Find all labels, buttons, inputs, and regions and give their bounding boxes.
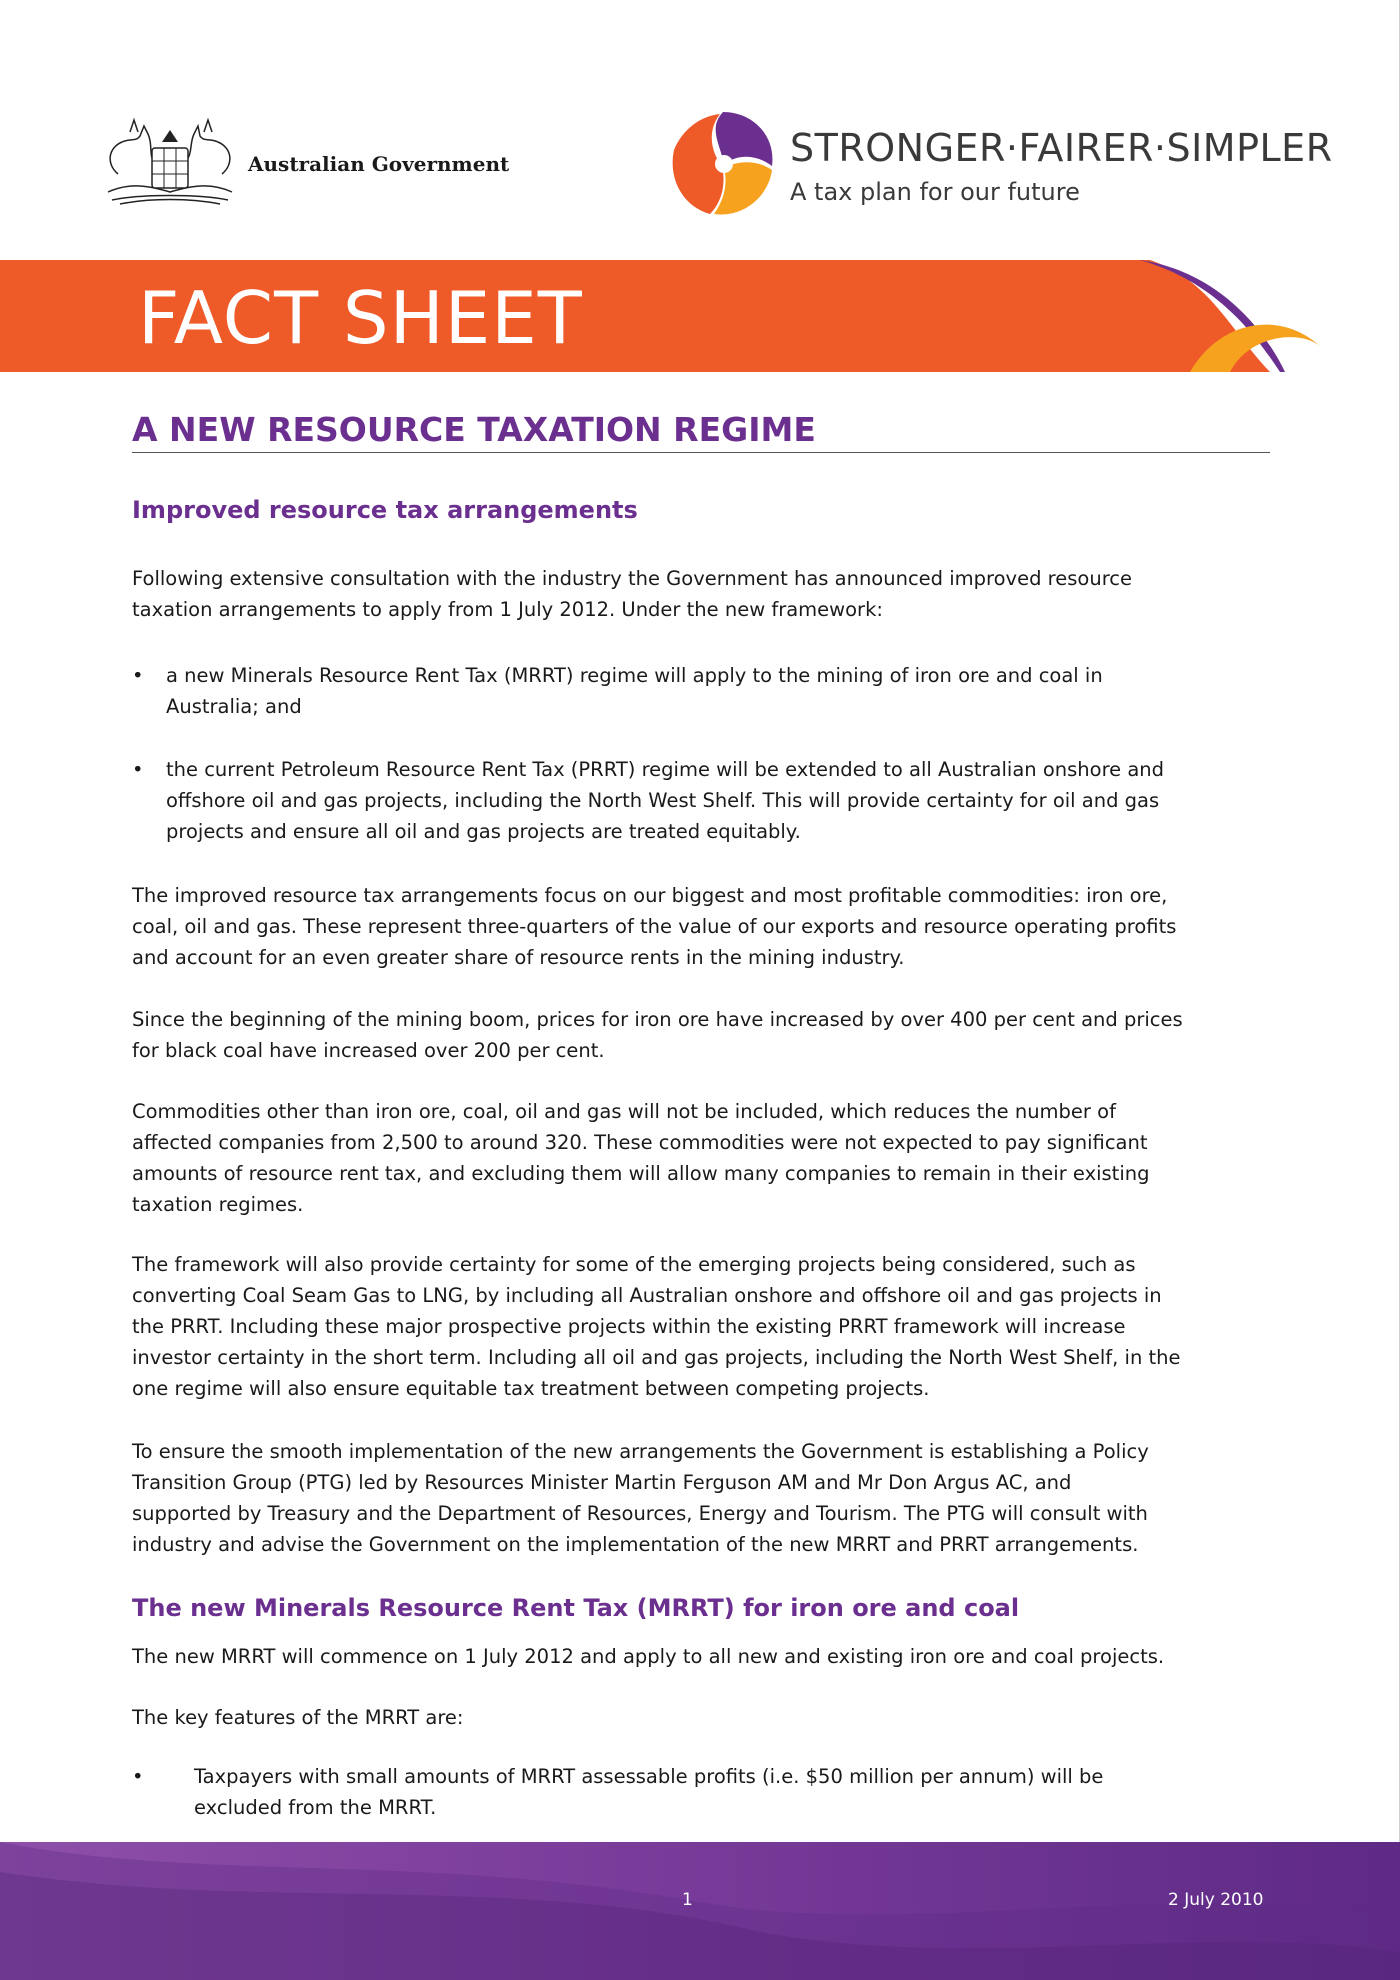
text-line: offshore oil and gas projects, including the North West Shelf. This will provide certainty for oil and gas xyxy=(166,789,1160,812)
footer-wave-decoration xyxy=(0,1842,1400,1980)
banner-title: FACT SHEET xyxy=(138,276,583,360)
text-line: Taxpayers with small amounts of MRRT assessable profits (i.e. $50 million per annum) will be xyxy=(194,1765,1104,1788)
tax-plan-title: STRONGER·FAIRER·SIMPLER xyxy=(790,126,1333,170)
footer-date: 2 July 2010 xyxy=(1168,1890,1264,1910)
text-line: Since the beginning of the mining boom, prices for iron ore have increased by over 400 per cent and prices xyxy=(132,1008,1183,1031)
coat-of-arms-icon xyxy=(100,112,240,212)
banner-swoosh-decoration xyxy=(1120,260,1400,372)
paragraph-mining-boom xyxy=(132,1004,1282,1066)
text-line: and account for an even greater share of resource rents in the mining industry. xyxy=(132,946,905,969)
bullet-icon: • xyxy=(132,1765,144,1788)
text-line: The framework will also provide certainty for some of the emerging projects being considered, such as xyxy=(132,1253,1136,1276)
bullet-icon: • xyxy=(132,664,144,687)
text-line: for black coal have increased over 200 per cent. xyxy=(132,1039,605,1062)
text-line: a new Minerals Resource Rent Tax (MRRT) regime will apply to the mining of iron ore and coal in xyxy=(166,664,1103,687)
bullet-icon: • xyxy=(132,758,144,781)
document-title: A NEW RESOURCE TAXATION REGIME xyxy=(132,410,816,449)
text-line: affected companies from 2,500 to around 320. These commodities were not expected to pay significant xyxy=(132,1131,1148,1154)
text-line: converting Coal Seam Gas to LNG, by including all Australian onshore and offshore oil and gas projects in xyxy=(132,1284,1162,1307)
text-line: taxation arrangements to apply from 1 July 2012. Under the new framework: xyxy=(132,598,883,621)
text-line: supported by Treasury and the Department of Resources, Energy and Tourism. The PTG will consult with xyxy=(132,1502,1148,1525)
text-line: amounts of resource rent tax, and excluding them will allow many companies to remain in their existing xyxy=(132,1162,1150,1185)
text-line: investor certainty in the short term. Including all oil and gas projects, including the North West Shelf, in the xyxy=(132,1346,1181,1369)
paragraph-other-commodities xyxy=(132,1096,1282,1220)
australian-government-logo xyxy=(100,112,520,212)
text-line: the PRRT. Including these major prospective projects within the existing PRRT framework will increase xyxy=(132,1315,1126,1338)
paragraph-commodities-focus xyxy=(132,880,1282,973)
section-heading-improved-arrangements: Improved resource tax arrangements xyxy=(132,496,638,524)
text-line: industry and advise the Government on the implementation of the new MRRT and PRRT arrangements. xyxy=(132,1533,1139,1556)
bullet-text xyxy=(166,754,1276,847)
paragraph-intro xyxy=(132,563,1282,625)
text-line: Commodities other than iron ore, coal, oil and gas will not be included, which reduces the number of xyxy=(132,1100,1116,1123)
paragraph-framework-certainty xyxy=(132,1249,1282,1404)
text-line: The new MRRT will commence on 1 July 2012 and apply to all new and existing iron ore and coal projects. xyxy=(132,1645,1165,1668)
paragraph-mrrt-commence xyxy=(132,1641,1282,1672)
text-line: the current Petroleum Resource Rent Tax (PRRT) regime will be extended to all Australian onshore and xyxy=(166,758,1165,781)
text-line: taxation regimes. xyxy=(132,1193,304,1216)
bullet-text xyxy=(194,1761,1274,1823)
text-line: projects and ensure all oil and gas projects are treated equitably. xyxy=(166,820,801,843)
text-line: excluded from the MRRT. xyxy=(194,1796,437,1819)
text-line: To ensure the smooth implementation of the new arrangements the Government is establishing a Policy xyxy=(132,1440,1149,1463)
text-line: one regime will also ensure equitable tax treatment between competing projects. xyxy=(132,1377,930,1400)
text-line: Australia; and xyxy=(166,695,302,718)
tax-plan-subtitle: A tax plan for our future xyxy=(790,178,1080,206)
government-name: Australian Government xyxy=(248,152,510,176)
text-line: The improved resource tax arrangements focus on our biggest and most profitable commodities: iron ore, xyxy=(132,884,1168,907)
text-line: Transition Group (PTG) led by Resources Minister Martin Ferguson AM and Mr Don Argus AC, and xyxy=(132,1471,1072,1494)
bullet-text xyxy=(166,660,1276,722)
text-line: Following extensive consultation with the industry the Government has announced improved resource xyxy=(132,567,1133,590)
tax-plan-logo xyxy=(668,104,1333,224)
paragraph-implementation xyxy=(132,1436,1282,1560)
paragraph-key-features xyxy=(132,1702,1282,1733)
text-line: coal, oil and gas. These represent three-quarters of the value of our exports and resource operating profits xyxy=(132,915,1177,938)
page-number: 1 xyxy=(682,1890,693,1910)
title-divider xyxy=(132,452,1270,453)
section-heading-mrrt: The new Minerals Resource Rent Tax (MRRT) for iron ore and coal xyxy=(132,1594,1020,1622)
text-line: The key features of the MRRT are: xyxy=(132,1706,464,1729)
tax-plan-logo-icon xyxy=(668,104,778,224)
